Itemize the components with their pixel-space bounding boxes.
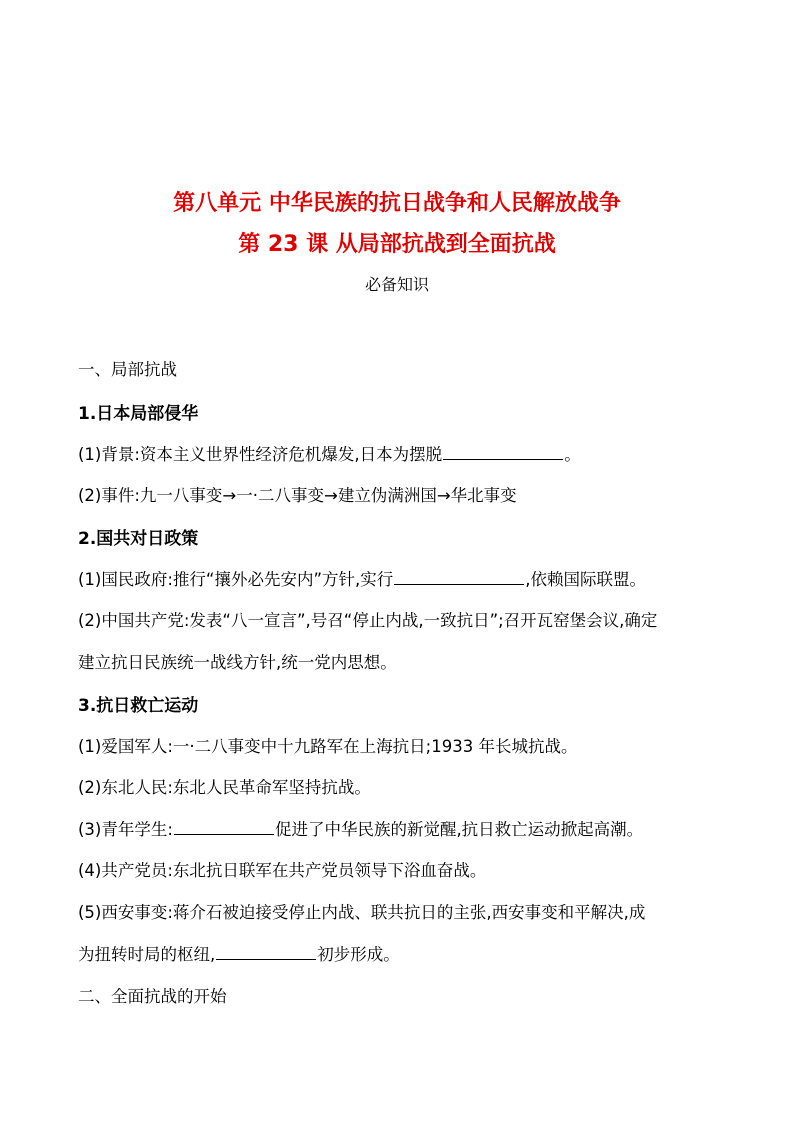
fill-blank[interactable] (443, 443, 563, 460)
part3-item3-end: 促进了中华民族的新觉醒,抗日救亡运动掀起高潮。 (274, 820, 644, 839)
fill-blank[interactable] (174, 818, 274, 835)
section2-title: 二、全面抗战的开始 (78, 987, 227, 1006)
lesson-title: 第 23 课 从局部抗战到全面抗战 (238, 232, 556, 257)
part3-item3 (78, 816, 643, 840)
part3-item2: (2)东北人民:东北人民革命军坚持抗战。 (78, 778, 371, 797)
part3-item1: (1)爱国军人:一·二八事变中十九路军在上海抗日;1933 年长城抗战。 (78, 737, 578, 756)
part2-item1-text: (1)国民政府:推行“攘外必先安内”方针,实行 (78, 570, 394, 589)
part3-heading: 3.抗日救亡运动 (78, 696, 199, 716)
part3-item5-end: 初步形成。 (317, 945, 400, 964)
part2-item1 (78, 566, 646, 590)
part3-item3-text: (3)青年学生: (78, 820, 173, 839)
part3-item5-line2 (78, 941, 400, 965)
part1-item1-end: 。 (564, 445, 581, 464)
part3-item5-text: 为扭转时局的枢纽, (78, 945, 216, 964)
part2-item2-line2: 建立抗日民族统一战线方针,统一党内思想。 (78, 653, 397, 672)
section1-title: 一、局部抗战 (78, 360, 177, 379)
fill-blank[interactable] (216, 943, 316, 960)
page-subtitle: 必备知识 (364, 275, 429, 294)
part1-heading: 1.日本局部侵华 (78, 404, 199, 424)
part3-item4: (4)共产党员:东北抗日联军在共产党员领导下浴血奋战。 (78, 861, 487, 880)
part1-item1 (78, 441, 581, 465)
unit-title: 第八单元 中华民族的抗日战争和人民解放战争 (173, 191, 621, 216)
part2-heading: 2.国共对日政策 (78, 529, 199, 549)
part2-item1-end: ,依赖国际联盟。 (525, 570, 647, 589)
part2-item2-line1: (2)中国共产党:发表“八一宣言”,号召“停止内战,一致抗日”;召开瓦窑堡会议,确定 (78, 611, 658, 630)
part1-item1-text: (1)背景:资本主义世界性经济危机爆发,日本为摆脱 (78, 445, 443, 464)
fill-blank[interactable] (394, 568, 524, 585)
part1-item2: (2)事件:九一八事变→一·二八事变→建立伪满洲国→华北事变 (78, 486, 517, 505)
part3-item5-line1: (5)西安事变:蒋介石被迫接受停止内战、联共抗日的主张,西安事变和平解决,成 (78, 903, 646, 922)
